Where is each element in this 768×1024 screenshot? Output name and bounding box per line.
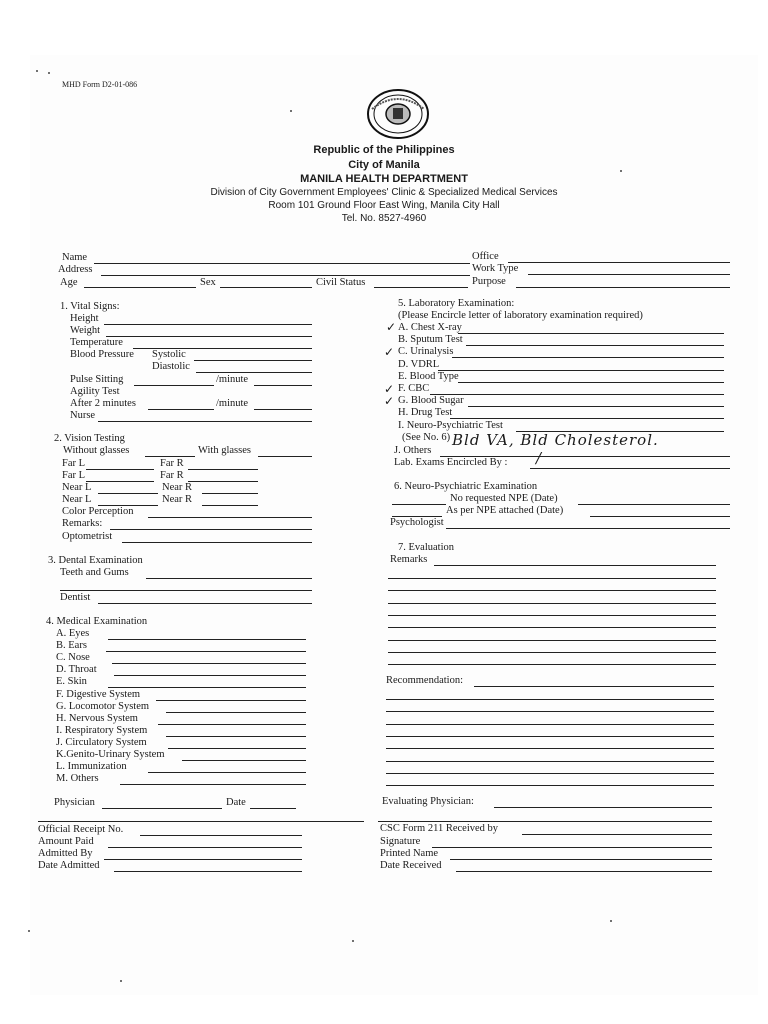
lab-item-field[interactable] [468,406,724,407]
lab-item-label: F. CBC [398,383,430,394]
near-l-label-1: Near L [62,482,92,493]
scan-speck [28,930,30,932]
medical-item-label: M. Others [56,773,99,785]
date-received-field[interactable] [456,871,712,872]
age-field[interactable] [84,287,196,288]
pulse-extra-line [254,385,312,386]
medical-item-label: C. Nose [56,652,90,664]
nurse-label: Nurse [70,410,96,421]
medical-item-label: F. Digestive System [56,688,141,700]
header-division: Division of City Government Employees' Clinic & Specialized Medical Services [210,187,558,198]
after-extra-line [254,409,312,410]
after-minute-label: /minute [216,398,249,409]
remarks-line[interactable] [388,578,716,579]
dentist-field[interactable] [98,603,312,604]
medical-item-field[interactable] [168,748,306,749]
optometrist-label: Optometrist [62,531,113,542]
age-label: Age [60,277,78,288]
scan-speck [290,110,292,112]
teeth-gums-label: Teeth and Gums [60,567,129,578]
scan-speck [120,980,122,982]
lab-item-label: C. Urinalysis [398,346,454,358]
lab-item-field[interactable] [452,357,724,358]
city-seal-logo [366,89,430,139]
check-mark-urinalysis: ✓ [384,345,395,359]
header-room: Room 101 Ground Floor East Wing, Manila City Hall [268,200,500,211]
work-type-label: Work Type [472,263,519,274]
pulse-minute-label: /minute [216,374,249,385]
sex-field[interactable] [220,287,312,288]
official-receipt-field[interactable] [140,835,302,836]
medical-item-label: D. Throat [56,664,97,676]
dental-title: 3. Dental Examination [48,555,143,566]
as-per-npe-label: As per NPE attached (Date) [446,505,564,516]
others-handwritten-value: Bld VA, Bld Cholesterol. [452,431,659,449]
near-r-label-1: Near R [162,482,193,493]
physician-field[interactable] [102,808,222,809]
pulse-sitting-field[interactable] [134,385,214,386]
color-perception-field[interactable] [148,517,312,518]
civil-status-label: Civil Status [316,277,366,288]
agility-test-label: Agility Test [70,386,120,397]
far-l-label-1: Far L [62,458,86,469]
lab-item-field[interactable] [458,333,724,334]
amount-paid-label: Amount Paid [38,836,94,847]
far-r-field-1[interactable] [188,469,258,470]
medical-item-field[interactable] [108,639,306,640]
with-glasses-field[interactable] [258,456,312,457]
systolic-field[interactable] [194,360,312,361]
systolic-label: Systolic [152,349,186,360]
scan-speck [352,940,354,942]
date-received-label: Date Received [380,860,442,871]
dental-extra-line [60,590,312,591]
after-2-minutes-field[interactable] [148,409,214,410]
scan-speck [36,70,38,72]
recommendation-line[interactable] [386,761,714,762]
medical-title: 4. Medical Examination [46,616,148,627]
purpose-field[interactable] [516,287,730,288]
evaluation-title: 7. Evaluation [398,542,454,553]
date-label: Date [226,797,246,808]
section-divider-right [378,821,712,822]
recommendation-line[interactable] [386,724,714,725]
amount-paid-field[interactable] [108,847,302,848]
office-field[interactable] [508,262,730,263]
see-no-6-label: (See No. 6) [402,432,451,443]
remarks-label: Remarks: [62,518,103,529]
near-l-label-2: Near L [62,494,92,505]
teeth-gums-field[interactable] [146,578,312,579]
weight-label: Weight [70,325,101,336]
without-glasses-field[interactable] [145,456,195,457]
lab-item-label: G. Blood Sugar [398,395,464,407]
header-city: City of Manila [348,159,420,171]
medical-item-field[interactable] [182,760,306,761]
no-requested-npe-blank[interactable] [392,504,446,505]
near-r-field-1[interactable] [202,493,258,494]
medical-item-label: I. Respiratory System [56,724,148,736]
encircled-by-label: Lab. Exams Encircled By : [394,457,508,468]
medical-item-label: L. Immunization [56,761,127,773]
civil-status-field[interactable] [374,287,468,288]
height-field[interactable] [104,324,312,325]
remarks-line[interactable] [388,652,716,653]
admitted-by-field[interactable] [104,859,302,860]
scan-speck [620,170,622,172]
address-label: Address [58,264,93,275]
scan-speck [48,72,50,74]
medical-item-field[interactable] [114,675,306,676]
as-per-npe-date[interactable] [590,516,730,517]
remarks-line[interactable] [388,640,716,641]
evaluating-physician-field[interactable] [494,807,712,808]
printed-name-label: Printed Name [380,848,439,859]
medical-item-field[interactable] [166,712,306,713]
medical-item-field[interactable] [120,784,306,785]
neuro-title: 6. Neuro-Psychiatric Examination [394,481,538,492]
after-2-minutes-label: After 2 minutes [70,398,136,409]
remarks-line[interactable] [388,615,716,616]
lab-item-label: E. Blood Type [398,370,459,382]
check-mark-cbc: ✓ [384,382,395,396]
header-tel: Tel. No. 8527-4960 [341,213,427,224]
csc-form-label: CSC Form 211 Received by [380,823,499,834]
lab-item-label: I. Neuro-Psychiatric Test [398,419,503,431]
medical-item-label: E. Skin [56,676,87,688]
vital-signs-title: 1. Vital Signs: [60,301,120,312]
scan-speck [610,920,612,922]
near-l-field-1[interactable] [98,493,158,494]
evaluation-remarks-label: Remarks [390,554,428,565]
date-admitted-field[interactable] [114,871,302,872]
lab-item-field[interactable] [430,394,724,395]
optometrist-field[interactable] [122,542,312,543]
check-mark-blood-sugar: ✓ [384,394,395,408]
signature-field[interactable] [432,847,712,848]
far-r-label-1: Far R [160,458,184,469]
with-glasses-label: With glasses [198,445,251,456]
far-l-field-2[interactable] [86,481,154,482]
lab-item-label: B. Sputum Test [398,334,463,346]
address-field[interactable] [101,275,470,276]
height-label: Height [70,313,99,324]
name-label: Name [62,252,88,263]
evaluation-remarks-field[interactable] [434,565,716,566]
medical-item-label: A. Eyes [56,628,90,639]
without-glasses-label: Without glasses [63,445,130,456]
recommendation-line[interactable] [386,699,714,700]
medical-item-field[interactable] [148,772,306,773]
remarks-field[interactable] [110,529,312,530]
pulse-sitting-label: Pulse Sitting [70,374,124,385]
lab-title: 5. Laboratory Examination: [398,298,515,309]
medical-item-field[interactable] [112,663,306,664]
vision-testing-title: 2. Vision Testing [54,433,125,444]
medical-item-label: J. Circulatory System [56,736,147,748]
diastolic-field[interactable] [196,372,312,373]
section-divider-left [38,821,364,822]
no-requested-npe-label: No requested NPE (Date) [450,493,558,504]
medical-item-field[interactable] [166,736,306,737]
check-mark-chest-xray: ✓ [386,320,397,334]
remarks-line[interactable] [388,590,716,591]
recommendation-line[interactable] [386,748,714,749]
color-perception-label: Color Perception [62,506,134,517]
weight-field[interactable] [106,336,312,337]
csc-form-field[interactable] [522,834,712,835]
blood-pressure-label: Blood Pressure [70,349,134,360]
lab-item-label: A. Chest X-ray [398,322,462,333]
others-label: J. Others [394,445,432,456]
medical-item-label: G. Locomotor System [56,700,150,712]
printed-name-field[interactable] [450,859,712,860]
recommendation-line[interactable] [386,736,714,737]
work-type-field[interactable] [528,274,730,275]
admitted-by-label: Admitted By [38,848,93,859]
psychologist-field[interactable] [446,528,730,529]
office-label: Office [472,251,499,262]
header-department: MANILA HEALTH DEPARTMENT [300,173,468,185]
signature-label: Signature [380,836,421,847]
medical-item-field[interactable] [158,724,306,725]
medical-item-field[interactable] [156,700,306,701]
encircled-by-field[interactable] [530,468,730,469]
name-field[interactable] [94,263,470,264]
date-admitted-label: Date Admitted [38,860,100,871]
psychologist-label: Psychologist [390,517,444,528]
header-republic: Republic of the Philippines [313,144,455,156]
medical-item-label: K.Genito-Urinary System [56,749,165,760]
form-code: MHD Form D2-01-086 [62,80,138,89]
far-l-label-2: Far L [62,470,86,481]
recommendation-line[interactable] [386,785,714,786]
medical-item-label: H. Nervous System [56,712,138,724]
diastolic-label: Diastolic [152,361,190,372]
recommendation-label: Recommendation: [386,675,463,686]
far-r-field-2[interactable] [188,481,258,482]
remarks-line[interactable] [388,603,716,604]
date-field[interactable] [250,808,296,809]
nurse-field[interactable] [98,421,312,422]
lab-item-field[interactable] [458,382,724,383]
medical-item-field[interactable] [106,651,306,652]
lab-item-field[interactable] [466,345,724,346]
near-r-label-2: Near R [162,494,193,505]
lab-item-field[interactable] [438,370,724,371]
remarks-line[interactable] [388,627,716,628]
far-r-label-2: Far R [160,470,184,481]
medical-item-label: B. Ears [56,640,87,652]
encircled-by-handwritten-value: / [536,449,543,467]
recommendation-line[interactable] [386,711,714,712]
lab-instruction: (Please Encircle letter of laboratory examination required) [398,310,643,321]
official-receipt-label: Official Receipt No. [38,824,124,835]
far-l-field-1[interactable] [86,469,154,470]
dentist-label: Dentist [60,592,91,603]
physician-label: Physician [54,797,95,808]
sex-label: Sex [200,277,216,288]
recommendation-field[interactable] [474,686,714,687]
lab-item-label: H. Drug Test [398,407,453,419]
no-requested-npe-date[interactable] [578,504,730,505]
temperature-label: Temperature [70,337,123,348]
near-r-field-2[interactable] [202,505,258,506]
recommendation-line[interactable] [386,773,714,774]
evaluating-physician-label: Evaluating Physician: [382,796,474,807]
purpose-label: Purpose [472,276,506,287]
remarks-line[interactable] [388,664,716,665]
lab-item-label: D. VDRL [398,358,440,370]
